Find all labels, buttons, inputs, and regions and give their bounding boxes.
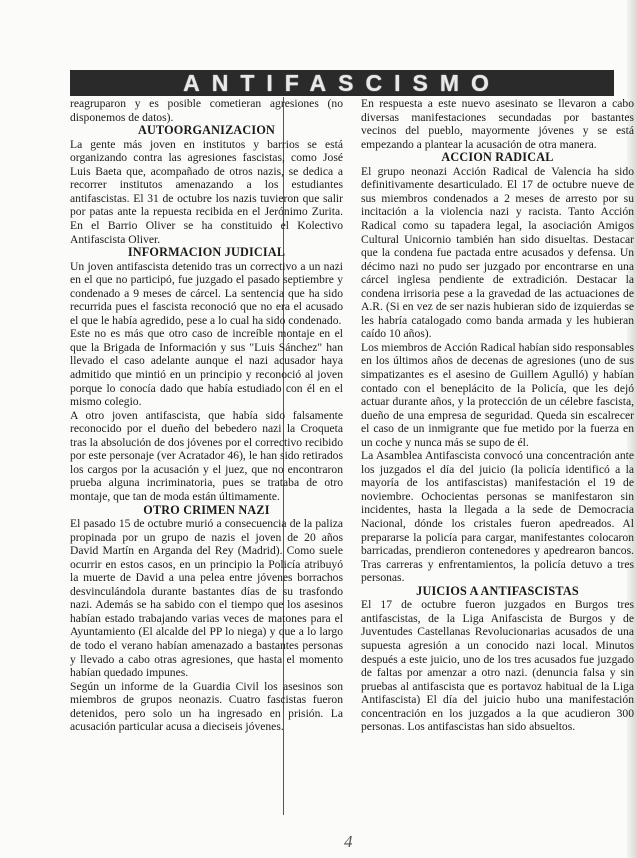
right-column: [361, 97, 634, 734]
section-header-band: [70, 70, 614, 96]
body-paragraph: Los miembros de Acción Radical habían sido responsables en los últimos años de decenas de agresiones (uno de sus simpatizantes es el asesino de Guillem Agulló) y habían contado con el beneplácito de la Policía, que les dejó actuar durante años, y la protección de un célebre fascista, dueño de una empresa de seguridad. Queda sin escalrecer el caso de un inmigrante que fue metido por la fuerza en un coche y nunca más se supo de él.: [361, 340, 634, 449]
left-column: [70, 97, 343, 734]
page-number: 4: [344, 832, 353, 851]
body-paragraph: Este no es más que otro caso de increíble montaje en el que la Brigada de Información y sus "Luis Sánchez" han llevado el caso adelante aunque el nazi acusador haya admitido que mintió en un principio y reconoció al joven porque lo conocía dado que había estudiado con él en el mismo colegio.: [70, 327, 343, 409]
body-paragraph: La Asamblea Antifascista convocó una concentración ante los juzgados el día del juicio (la policía identificó a la mayoría de los antifascistas) manifestación el 19 de noviembre. Ochocientas personas se manifestaron sin incidentes, hasta la llegada a la sede de Democracia Nacional, dónde los cristales fueron apedreados. Al prepararse la policía para cargar, manifestantes colocaron barricadas, prendieron contenedores y apedrearon bancos. Tras carreras y enfrentamientos, la policía detuvo a tres personas.: [361, 449, 634, 585]
body-paragraph: La gente más joven en institutos y barrios se está organizando contra las agresiones fascistas, como José Luis Baeta que, acompañado de otros nazis, se dedica a recorrer institutos amenazando a los estudiantes antifascistas. El 31 de octubre los nazis tuvieron que salir por patas ante la repuesta recibida en el Jerónimo Zurita. En el Barrio Oliver se ha constituido el Kolectivo Antifascista Oliver.: [70, 137, 343, 246]
body-paragraph: El grupo neonazi Acción Radical de Valencia ha sido definitivamente desarticulado. El 17 de octubre nueve de sus miembros condenados a 2 meses de arresto por su incitación a la violencia nazi y racista. Tanto Acción Radical como su tapadera legal, la asociación Amigos Cultural Unicornio también han sido disueltas. Destacar que la condena fue pactada entre acusados y defensa. Un décimo nazi no pudo ser juzgado por encontrarse en una cárcel inglesa pendiente de extradición. Destacar la condena irrisoria pese a la gravedad de las actuaciones de A.R. (Si en vez de ser nazis hubieran sido de izquierdas se les habría catalogado como banda armada y les hubieran caído 10 años).: [361, 164, 634, 341]
section-heading: ACCION RADICAL: [441, 150, 554, 165]
section-heading: INFORMACION JUDICIAL: [127, 245, 286, 260]
body-paragraph: El pasado 15 de octubre murió a consecuencia de la paliza propinada por un grupo de nazis el joven de 20 años David Martín en Arganda del Rey (Madrid). Como suele ocurrir en estos casos, en un principio la Policía atribuyó la muerte de David a una pelea entre jóvenes borrachos desvinculándola durante bastantes días de su trasfondo nazi. Además se ha sabido con el tiempo que los asesinos habían estado trabajando varias veces de matones para el Ayuntamiento (El alcalde del PP lo niega) y que a lo largo de todo el verano habían amenazado a bastantes personas y llevado a cabo otras agresiones, que hasta el momento habían quedado impunes.: [70, 517, 343, 680]
body-paragraph: En respuesta a este nuevo asesinato se llevaron a cabo diversas manifestaciones secundadas por bastantes vecinos del pueblo, mayormente jóvenes y se está empezando a plantear la acusación de otra manera.: [361, 97, 634, 151]
body-paragraph: El 17 de octubre fueron juzgados en Burgos tres antifascistas, de la Liga Anifascista de Burgos y de Juventudes Castellanas Revolucionarias acusados de una supuesta agresión a un conocido nazi local. Minutos después a este juicio, uno de los tres acusados fue juzgado de faltas por amenzar a otro nazi. (denuncia falsa y sin pruebas al antifascista que es portavoz habitual de la Liga Antifascista) El día del juicio hubo una manifestación concentración en los juzgados a la que acudieron 300 personas. Los antifascistas han sido absueltos.: [361, 598, 634, 734]
body-paragraph: A otro joven antifascista, que había sido falsamente reconocido por el dueño del bebedero nazi la Croqueta tras la absolución de dos jóvenes por el correctivo recibido por este personaje (ver Acratador 46), le han sido retirados los cargos por la acusación y el juez, que no encontraron prueba alguna incriminatoria, pues se trataba de otro montaje, que tan de moda están últimamente.: [70, 408, 343, 503]
section-heading: AUTOORGANIZACION: [137, 123, 276, 138]
article-columns: [70, 97, 637, 817]
body-paragraph: Según un informe de la Guardia Civil los asesinos son miembros de grupos neonazis. Cuatro fascistas fueron detenidos, pero solo un ha ingresado en prisión. La acusación particular acusa a dieciseis jóvenes.: [70, 679, 343, 734]
body-paragraph: reagruparon y es posible cometieran agresiones (no disponemos de datos).: [70, 97, 343, 124]
section-heading: JUICIOS A ANTIFASCISTAS: [416, 583, 579, 598]
section-title: ANTIFASCISMO: [183, 70, 501, 96]
body-paragraph: Un joven antifascista detenido tras un correctivo a un nazi en el que no participó, fue juzgado el pasado septiembre y condenado a 9 meses de cárcel. La sentencia que ha sido recurrida pues el fascista reconoció que no era el acusado el que le había agredido, pese a lo cual ha sido condenado.: [70, 259, 343, 327]
section-heading: OTRO CRIMEN NAZI: [143, 502, 270, 517]
